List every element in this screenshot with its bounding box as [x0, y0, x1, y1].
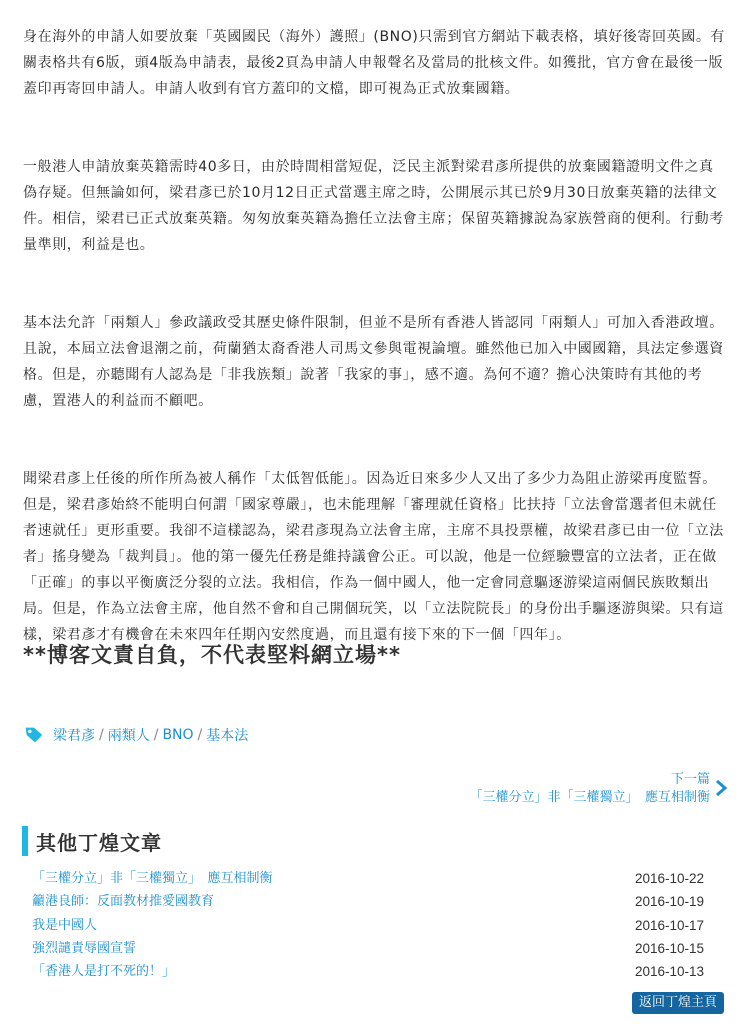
- tag-separator: /: [99, 727, 104, 743]
- section-title: 其他丁煌文章: [36, 830, 162, 855]
- article-link[interactable]: 籲港良師：反面教材推愛國教育: [32, 894, 215, 910]
- tag-link[interactable]: 梁君彥: [53, 728, 95, 744]
- article-paragraph: 身在海外的申請人如要放棄「英國國民（海外）護照」(BNO)只需到官方網站下載表格，填好後寄回英國。有關表格共有6版，頭4版為申請表，最後2頁為申請人申報聲名及當局的批核文件。如獲批，官方會在最後一版蓋印再寄回申請人。申請人收到有官方蓋印的文檔，即可視為正式放棄國籍。: [23, 29, 726, 97]
- tag-separator: /: [197, 727, 203, 743]
- article-date: 2016-10-19: [634, 894, 704, 910]
- tag-link[interactable]: 兩類人: [107, 728, 150, 744]
- tag-list: [23, 724, 248, 746]
- list-item: [32, 892, 704, 915]
- back-to-author-button[interactable]: 返回丁煌主頁: [632, 992, 724, 1014]
- tag-separator: /: [153, 727, 159, 743]
- article-date: 2016-10-13: [634, 964, 704, 980]
- list-item: [32, 916, 704, 939]
- article-date: 2016-10-22: [634, 871, 704, 886]
- article-link[interactable]: 強烈譴責辱國宣誓: [32, 940, 137, 956]
- tag-link[interactable]: BNO: [162, 727, 194, 743]
- tag-icon: [23, 724, 45, 746]
- article-link[interactable]: 「三權分立」非「三權獨立」 應互相制衡: [32, 871, 273, 886]
- chevron-right-icon: [714, 779, 728, 797]
- list-item: [32, 869, 704, 892]
- next-post-link[interactable]: [469, 771, 728, 807]
- other-articles-header: [22, 826, 162, 856]
- article-paragraph: 聞梁君彥上任後的所作所為被人稱作「太低智低能」。因為近日來多少人又出了多少力為阻止游梁再度監誓。但是，梁君彥始終不能明白何謂「國家尊嚴」，也未能理解「審理就任資格」比扶持「立法會當選者但未就任者速就任」更形重要。我卻不這樣認為，梁君彥現為立法會主席，主席不具投票權，故梁君彥已由一位「立法者」搖身變為「裁判員」。他的第一優先任務是維持議會公正。可以說，他是一位經驗豐富的立法者，正在做「正確」的事以平衡廣泛分裂的立法。我相信，作為一個中國人，他一定會同意驅逐游梁這兩個民族敗類出局。但是，作為立法會主席，他自然不會和自己開個玩笑，以「立法院院長」的身份出手驅逐游與梁。只有這樣，梁君彥才有機會在未來四年任期內安然度過，而且還有接下來的下一個「四年」。: [23, 471, 724, 643]
- article-date: 2016-10-15: [634, 940, 704, 956]
- next-post-label: 下一篇: [670, 772, 710, 787]
- article-link[interactable]: 我是中國人: [32, 917, 98, 933]
- article-date: 2016-10-17: [634, 917, 704, 933]
- next-post-title: 「三權分立」非「三權獨立」 應互相制衡: [469, 790, 710, 805]
- article-paragraph: 一般港人申請放棄英籍需時40多日，由於時間相當短促，泛民主派對梁君彥所提供的放棄國籍證明文件之真偽存疑。但無論如何，梁君彥已於10月12日正式當選主席之時，公開展示其已於9月30日放棄英籍的法律文件。相信，梁君已正式放棄英籍。匆匆放棄英籍為擔任立法會主席；保留英籍據說為家族營商的便利。行動考量準則，利益是也。: [23, 159, 724, 253]
- list-item: [32, 939, 704, 962]
- disclaimer: **博客文責自負，不代表堅料網立場**: [23, 643, 401, 667]
- article-link[interactable]: 「香港人是打不死的！」: [32, 964, 176, 980]
- section-accent-bar: [22, 826, 28, 856]
- article-body: [23, 24, 728, 648]
- article-paragraph: 基本法允許「兩類人」參政議政受其歷史條件限制，但並不是所有香港人皆認同「兩類人」可加入香港政壇。且說，本屆立法會退潮之前，荷蘭猶太裔香港人司馬文參與電視論壇。雖然他已加入中國國籍，具法定參選資格。但是，亦聽聞有人認為是「非我族類」說著「我家的事」，感不適。為何不適？擔心決策時有其他的考慮，置港人的利益而不顧吧。: [23, 315, 724, 409]
- list-item: [32, 962, 704, 985]
- other-articles-list: [32, 869, 704, 985]
- tag-link[interactable]: 基本法: [206, 728, 249, 744]
